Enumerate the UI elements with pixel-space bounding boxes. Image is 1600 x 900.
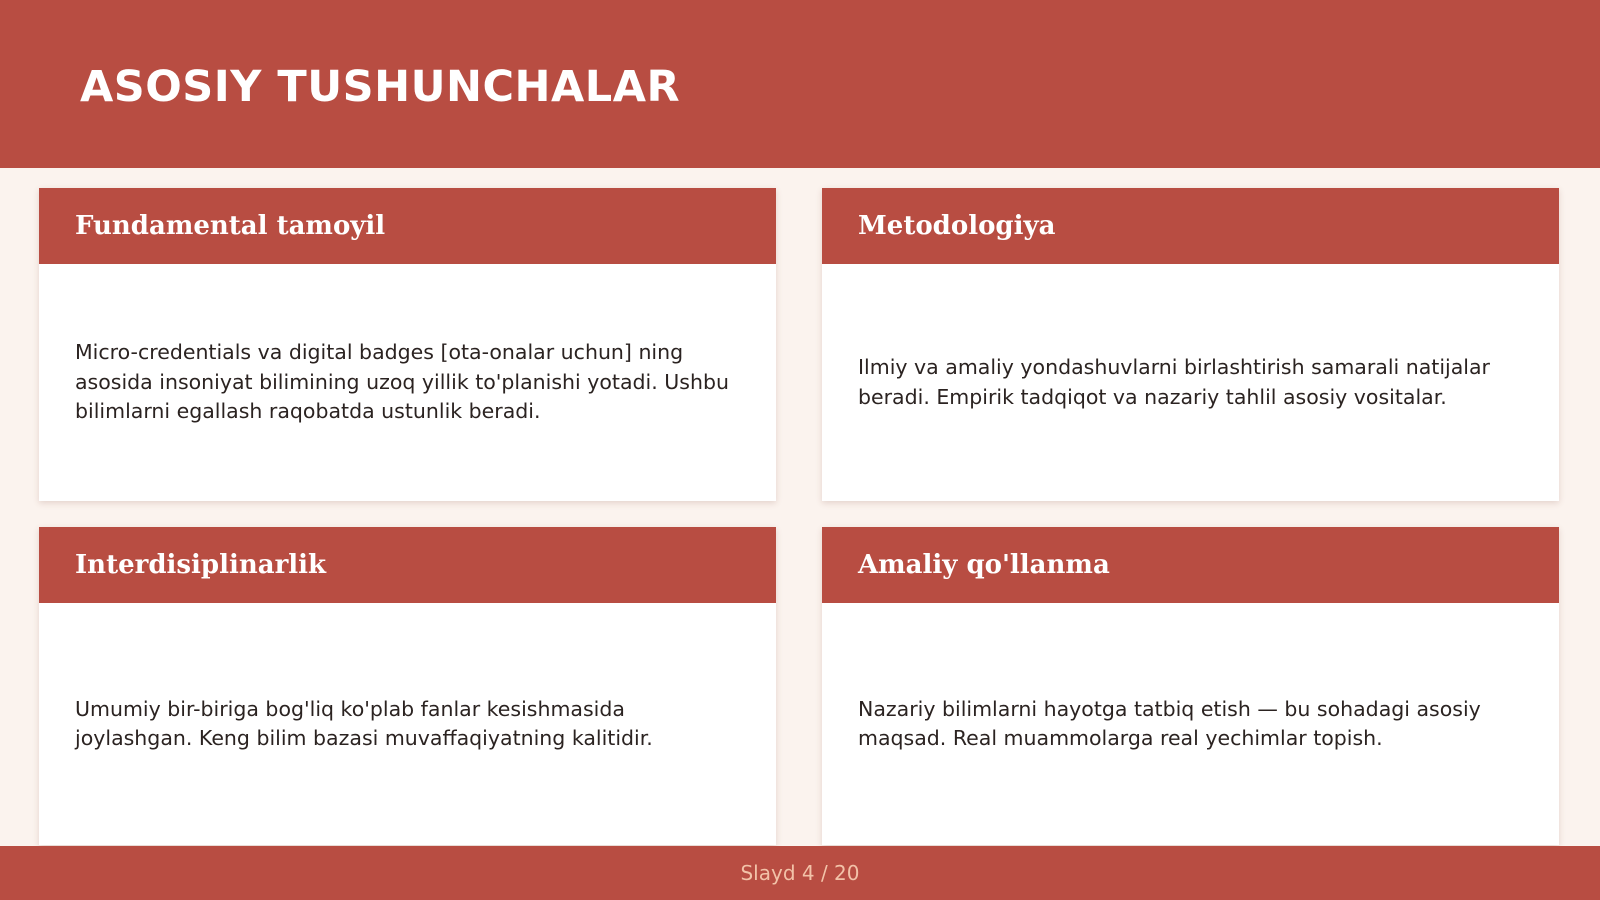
card-body: [39, 603, 776, 845]
slide-header: [0, 0, 1600, 168]
card-title: Interdisiplinarlik: [75, 550, 327, 580]
card-body: [39, 264, 776, 501]
card-body: [822, 603, 1559, 845]
card-body: [822, 264, 1559, 501]
concept-card-fundamental: [39, 188, 776, 501]
slide-title: ASOSIY TUSHUNCHALAR: [80, 62, 681, 112]
card-title: Metodologiya: [858, 211, 1056, 241]
concept-card-practical: [822, 527, 1559, 845]
slide-footer: [0, 846, 1600, 900]
concept-card-interdisciplinary: [39, 527, 776, 845]
card-header: [822, 527, 1559, 603]
slide-counter: Slayd 4 / 20: [740, 861, 860, 885]
card-text: Micro-credentials va digital badges [ota-onalar uchun] ning asosida insoniyat bilimining uzoq yillik to'planishi yotadi. Ushbu bilimlarni egallash raqobatda ustunlik beradi.: [75, 340, 729, 424]
card-title: Amaliy qo'llanma: [858, 550, 1110, 580]
card-title: Fundamental tamoyil: [75, 211, 386, 241]
card-text: Ilmiy va amaliy yondashuvlarni birlashtirish samarali natijalar beradi. Empirik tadqiqot va nazariy tahlil asosiy vositalar.: [858, 355, 1490, 409]
card-header: [39, 527, 776, 603]
card-header: [39, 188, 776, 264]
concept-card-methodology: [822, 188, 1559, 501]
concepts-grid: [39, 188, 1561, 845]
card-header: [822, 188, 1559, 264]
card-text: Umumiy bir-biriga bog'liq ko'plab fanlar kesishmasida joylashgan. Keng bilim bazasi muvaffaqiyatning kalitidir.: [75, 696, 653, 750]
card-text: Nazariy bilimlarni hayotga tatbiq etish — bu sohadagi asosiy maqsad. Real muammolarga real yechimlar topish.: [858, 696, 1481, 750]
